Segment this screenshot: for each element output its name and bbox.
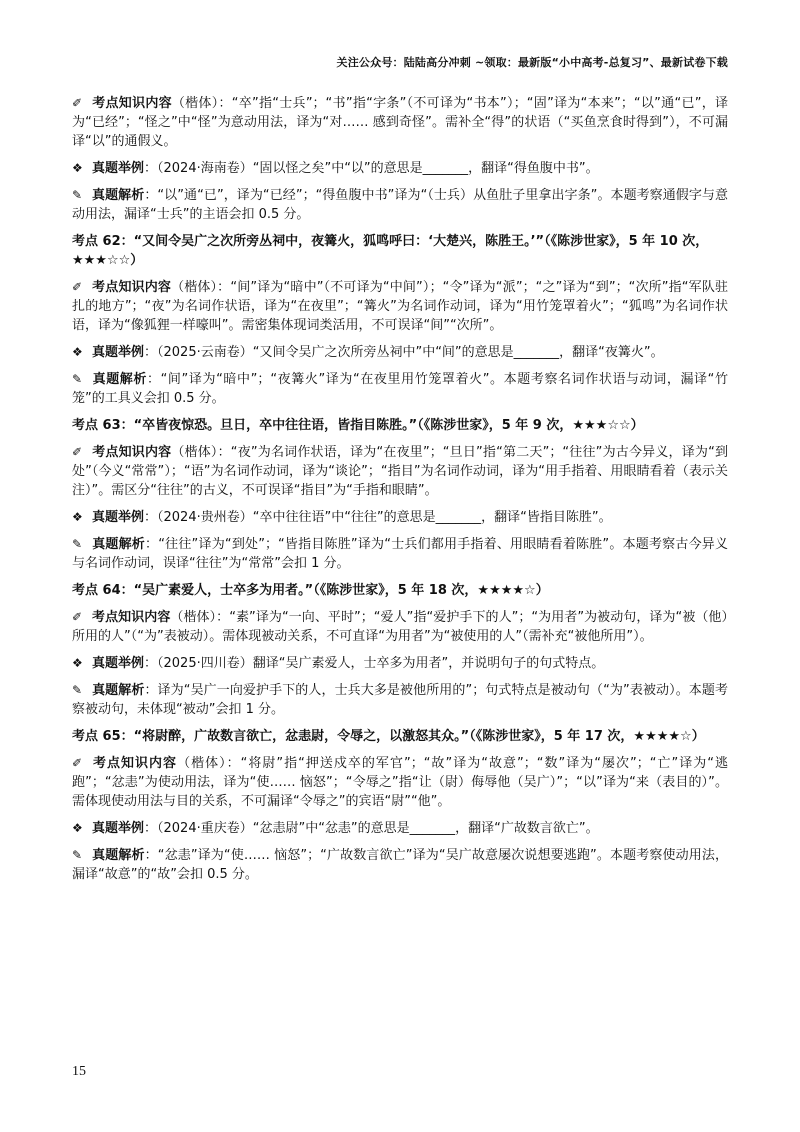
example-paragraph [72, 159, 728, 178]
pen-icon: ✎ [72, 188, 83, 202]
diamond-bullet-icon: ❖ [72, 656, 83, 670]
knowledge-label: 考点知识内容 [92, 445, 172, 460]
analysis-text: ：“忿恚”译为“使…… 恼怒”；“广故数言欲亡”译为“吴广故意屡次说想要逃跑”。本题考察使动用法，漏译“故意”的“故”会扣 0.5 分。 [72, 848, 728, 882]
point-title: 考点 62：“又间令吴广之次所旁丛祠中，夜篝火，狐鸣呼曰：‘大楚兴，陈胜王。’”（《陈涉世家》，5 年 10 次，★★★☆☆） [72, 234, 709, 268]
analysis-text: ：译为“吴广一向爱护手下的人，士兵大多是被他所用的”；句式特点是被动句（“为”表被动）。本题考察被动句，未体现“被动”会扣 1 分。 [72, 683, 728, 717]
example-label: 真题举例 [92, 821, 145, 836]
analysis-text: ：“往往”译为“到处”；“皆指目陈胜”译为“士兵们都用手指着、用眼睛看着陈胜”。本题考察古今异义与名词作动词，误译“往往”为“常常”会扣 1 分。 [72, 537, 728, 571]
pen-icon: ✎ [72, 537, 83, 551]
pencil-icon: ✐ [72, 280, 83, 294]
diamond-bullet-icon: ❖ [72, 345, 83, 359]
analysis-text: ：“以”通“已”，译为“已经”；“得鱼腹中书”译为“（士兵）从鱼肚子里拿出字条”。本题考察通假字与意动用法，漏译“士兵”的主语会扣 0.5 分。 [72, 188, 728, 222]
example-label: 真题举例 [92, 656, 145, 671]
diamond-bullet-icon: ❖ [72, 510, 83, 524]
pencil-icon: ✐ [72, 445, 83, 459]
analysis-label: 真题解析 [92, 683, 145, 698]
knowledge-paragraph [72, 278, 728, 335]
pencil-icon: ✐ [72, 96, 83, 110]
knowledge-label: 考点知识内容 [92, 756, 178, 771]
point-title: 考点 63：“卒皆夜惊恐。旦日，卒中往往语，皆指目陈胜。”（《陈涉世家》，5 年 9 次，★★★☆☆） [72, 418, 644, 433]
analysis-label: 真题解析 [92, 188, 145, 203]
knowledge-label: 考点知识内容 [92, 96, 172, 111]
example-text: ：（2024·海南卷）“固以怪之矣”中“以”的意思是_______，翻译“得鱼腹中书”。 [144, 161, 599, 176]
analysis-paragraph [72, 681, 728, 719]
example-label: 真题举例 [92, 345, 145, 360]
example-paragraph [72, 508, 728, 527]
analysis-label: 真题解析 [92, 372, 147, 387]
point-title: 考点 64：“吴广素爱人，士卒多为用者。”（《陈涉世家》，5 年 18 次，★★★★☆） [72, 583, 549, 598]
knowledge-text: （楷体）：“卒”指“士兵”；“书”指“字条”（不可译为“书本”）；“固”译为“本来”；“以”通“已”，译为“已经”；“怪之”中“怪”为意动用法，译为“对…… 感到奇怪”。需补全“得”的状语（“买鱼烹食时得到”），不可漏译“以”的通假义。 [72, 96, 728, 149]
pencil-icon: ✐ [72, 610, 83, 624]
example-text: ：（2025·四川卷）翻译“吴广素爱人，士卒多为用者”，并说明句子的句式特点。 [144, 656, 605, 671]
analysis-label: 真题解析 [92, 848, 145, 863]
page-header: 关注公众号：陆陆高分冲刺 ~领取：最新版“小中高考-总复习”、最新试卷下载 [336, 56, 728, 69]
knowledge-paragraph [72, 608, 728, 646]
knowledge-text: （楷体）：“夜”为名词作状语，译为“在夜里”；“旦日”指“第二天”；“往往”为古今异义，译为“到处”（今义“常常”）；“语”为名词作动词，译为“谈论”；“指目”为名词作动词，译为“用手指着、用眼睛看着（表示关注）”。需区分“往往”的古义，不可误译“指目”为“手指和眼睛”。 [72, 445, 728, 498]
example-label: 真题举例 [92, 161, 145, 176]
analysis-text: ：“间”译为“暗中”；“夜篝火”译为“在夜里用竹笼罩着火”。本题考察名词作状语与动词，漏译“竹笼”的工具义会扣 0.5 分。 [72, 372, 728, 406]
analysis-paragraph [72, 846, 728, 884]
example-paragraph [72, 819, 728, 838]
diamond-bullet-icon: ❖ [72, 161, 83, 175]
knowledge-text: （楷体）：“间”译为“暗中”（不可译为“中间”）；“令”译为“派”；“之”译为“到”；“次所”指“军队驻扎的地方”；“夜”为名词作状语，译为“在夜里”；“篝火”为名词作动词，译为“用竹笼罩着火”；“狐鸣”为名词作状语，译为“像狐狸一样嚎叫”。需密集体现词类活用，不可误译“间”“次所”。 [72, 280, 728, 333]
example-paragraph [72, 343, 728, 362]
knowledge-text: （楷体）：“将尉”指“押送戍卒的军官”；“故”译为“故意”；“数”译为“屡次”；“亡”译为“逃跑”；“忿恚”为使动用法，译为“使…… 恼怒”；“令辱之”指“让（尉）侮辱他（吴广）”；“以”译为“来（表目的）”。需体现使动用法与目的关系，不可漏译“令辱之”的宾语“尉”“他”。 [72, 756, 728, 809]
pen-icon: ✎ [72, 683, 83, 697]
knowledge-text: （楷体）：“素”译为“一向、平时”；“爱人”指“爱护手下的人”；“为用者”为被动句，译为“被（他）所用的人”（“为”表被动）。需体现被动关系，不可直译“为用者”为“被使用的人”（需补充“被他所用”）。 [72, 610, 728, 644]
knowledge-label: 考点知识内容 [92, 280, 172, 295]
knowledge-paragraph [72, 443, 728, 500]
knowledge-paragraph [72, 754, 728, 811]
pen-icon: ✎ [72, 372, 83, 386]
example-paragraph [72, 654, 728, 673]
pencil-icon: ✐ [72, 756, 83, 770]
diamond-bullet-icon: ❖ [72, 821, 83, 835]
point-title: 考点 65：“将尉醉，广故数言欲亡，忿恚尉，令辱之，以激怒其众。”（《陈涉世家》，5 年 17 次，★★★★☆） [72, 729, 705, 744]
example-text: ：（2024·贵州卷）“卒中往往语”中“往往”的意思是_______，翻译“皆指目陈胜”。 [144, 510, 612, 525]
analysis-paragraph [72, 535, 728, 573]
knowledge-label: 考点知识内容 [92, 610, 171, 625]
knowledge-paragraph [72, 94, 728, 151]
analysis-paragraph [72, 370, 728, 408]
analysis-label: 真题解析 [92, 537, 146, 552]
example-text: ：（2025·云南卷）“又间令吴广之次所旁丛祠中”中“间”的意思是_______，翻译“夜篝火”。 [144, 345, 664, 360]
document-body [72, 94, 728, 892]
analysis-paragraph [72, 186, 728, 224]
page-number: 15 [72, 1064, 86, 1079]
pen-icon: ✎ [72, 848, 83, 862]
example-text: ：（2024·重庆卷）“忿恚尉”中“忿恚”的意思是_______，翻译“广故数言欲亡”。 [144, 821, 599, 836]
example-label: 真题举例 [92, 510, 145, 525]
